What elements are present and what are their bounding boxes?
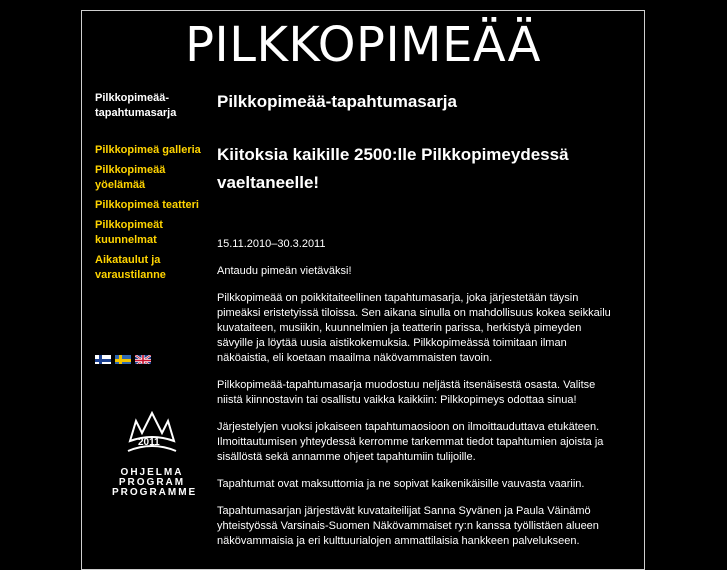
badge-line-3: PROGRAMME [112, 487, 198, 498]
site-logo[interactable]: PILKKOPIMEÄÄ [185, 17, 541, 73]
sidebar-item-yoelamaa[interactable]: Pilkkopimeää yöelämää [95, 164, 166, 191]
uk-flag-icon[interactable] [135, 353, 151, 364]
badge-line-2: PROGRAM [118, 477, 186, 488]
date-range: 15.11.2010–30.3.2011 [217, 238, 326, 250]
page-title: Pilkkopimeää-tapahtumasarja [217, 92, 457, 111]
organizers-paragraph: Tapahtumasarjan järjestävät kuvataiteilijat Sanna Syvänen ja Paula Väinämö yhteistyössä Varsinais-Suomen Näkövammaiset ry:n kanssa työllistäen alueen näkövammaisia ja eri kulttuurialojen ammattilaisia hankkeen palvelukseen. [217, 505, 599, 547]
page-subtitle: Kiitoksia kaikille 2500:lle Pilkkopimeydessä vaeltaneelle! [217, 145, 569, 192]
description-paragraph: Pilkkopimeää on poikkitaiteellinen tapahtumasarja, joka järjestetään täysin pimeäksi eristetyissä tiloissa. Sen aikana sinulla on mahdollisuus kokea seikkailu kuvataiteen, musiikin, kuunnelmien ja teatterin parissa, herkistyä pimeyden sävyille ja löytää uusia aistikokemuksia. Pilkkopimeässä toimitaan ilman näköaistia, eli koetaan maailma näkövammaisten tavoin. [217, 292, 611, 364]
culture-capital-badge [112, 411, 198, 498]
sidebar-home-link[interactable]: Pilkkopimeää-tapahtumasarja [95, 92, 177, 119]
sidebar-item-teatteri[interactable]: Pilkkopimeä teatteri [95, 199, 199, 211]
sidebar-item-aikataulut[interactable]: Aikataulut ja varaustilanne [95, 254, 166, 281]
pricing-paragraph: Tapahtumat ovat maksuttomia ja ne sopivat kaikenikäisille vauvasta vaariin. [217, 478, 585, 490]
intro-paragraph: Antaudu pimeän vietäväksi! [217, 265, 352, 277]
sidebar-item-galleria[interactable]: Pilkkopimeä galleria [95, 144, 201, 156]
main-content [217, 91, 617, 561]
series-paragraph: Pilkkopimeää-tapahtumasarja muodostuu neljästä itsenäisestä osasta. Valitse niistä kiinnostavin tai osallistu vaikka kaikkiin: Pilkkopimeys odottaa sinua! [217, 379, 596, 406]
sidebar [95, 91, 205, 288]
badge-year: 2011 [138, 437, 160, 448]
language-selector [95, 353, 151, 364]
finnish-flag-icon[interactable] [95, 353, 111, 364]
sidebar-item-kuunnelmat[interactable]: Pilkkopimeät kuunnelmat [95, 219, 163, 246]
swedish-flag-icon[interactable] [115, 353, 131, 364]
badge-line-1: OHJELMA [120, 467, 184, 478]
page-frame [81, 10, 645, 570]
registration-paragraph: Järjestelyjen vuoksi jokaiseen tapahtumaosioon on ilmoittauduttava etukäteen. Ilmoittautumisen yhteydessä kerromme tarkemmat tiedot tapahtumien ajoista ja sisällöstä sekä annamme ohjeet tapahtumiin tulijoille. [217, 421, 604, 463]
